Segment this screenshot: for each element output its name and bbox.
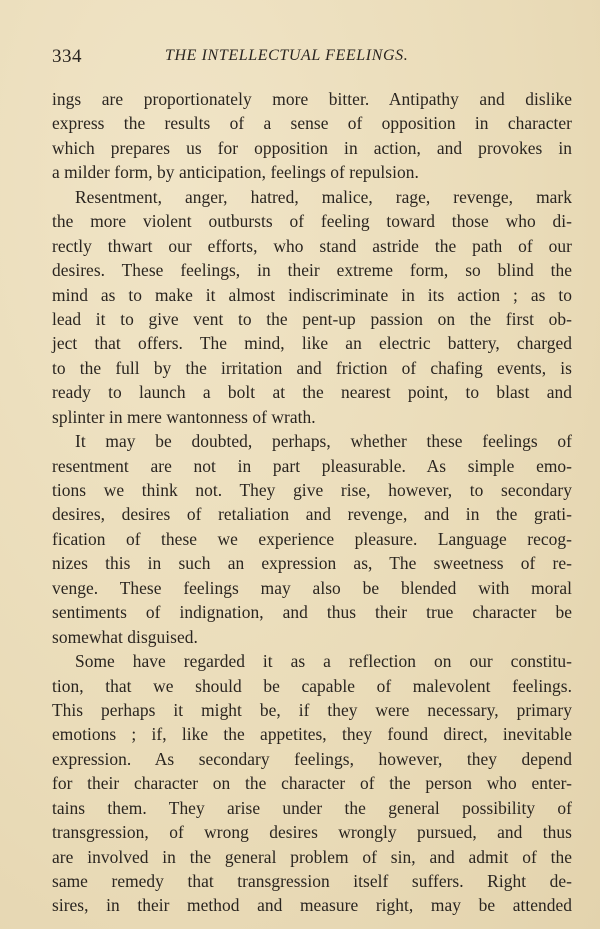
text-line: same remedy that transgression itself suffers. Right de- — [52, 871, 572, 891]
text-line: ject that offers. The mind, like an electric battery, charged — [52, 333, 572, 354]
page-number: 334 — [52, 46, 82, 67]
text-line: a milder form, by anticipation, feelings of repulsion. — [52, 162, 419, 183]
text-line: This perhaps it might be, if they were necessary, primary — [52, 699, 572, 720]
text-line: ings are proportionately more bitter. Antipathy and dislike — [52, 89, 572, 109]
text-line: ready to launch a bolt at the nearest point, to blast and — [52, 382, 572, 403]
text-line: desires, desires of retaliation and revenge, and in the grati- — [52, 504, 572, 525]
text-line: venge. These feelings may also be blended with moral — [52, 577, 572, 598]
text-line: tion, that we should be capable of malevolent feelings. — [52, 675, 572, 696]
text-line: to the full by the irritation and friction of chafing events, is — [52, 357, 572, 378]
text-line: the more violent outbursts of feeling toward those who di- — [52, 211, 572, 232]
text-line: tions we think not. They give rise, however, to secondary — [52, 480, 572, 500]
body-text — [52, 87, 572, 918]
text-line: sires, in their method and measure right, may be attended — [52, 895, 572, 916]
text-line: for their character on the character of the person who enter- — [52, 773, 572, 794]
text-line: Resentment, anger, hatred, malice, rage, revenge, mark — [75, 186, 572, 207]
text-line: express the results of a sense of opposition in character — [52, 113, 572, 134]
text-line: mind as to make it almost indiscriminate in its action ; as to — [52, 284, 572, 305]
text-line: fication of these we experience pleasure. Language recog- — [52, 528, 572, 549]
text-line: transgression, of wrong desires wrongly pursued, and thus — [52, 822, 572, 843]
page-header — [52, 46, 572, 70]
text-line: rectly thwart our efforts, who stand astride the path of our — [52, 235, 572, 256]
text-line: splinter in mere wantonness of wrath. — [52, 406, 316, 427]
text-line: tains them. They arise under the general possibility of — [52, 797, 572, 818]
text-line: expression. As secondary feelings, however, they depend — [52, 748, 572, 769]
text-line: It may be doubted, perhaps, whether these feelings of — [75, 431, 572, 452]
text-line: desires. These feelings, in their extreme form, so blind the — [52, 260, 572, 281]
text-line: nizes this in such an expression as, The sweetness of re- — [52, 553, 572, 574]
text-line: which prepares us for opposition in action, and provokes in — [52, 137, 572, 158]
text-line: are involved in the general problem of sin, and admit of the — [52, 846, 572, 867]
running-head: THE INTELLECTUAL FEELINGS. — [165, 47, 409, 64]
text-line: emotions ; if, like the appetites, they found direct, inevitable — [52, 724, 572, 745]
text-line: somewhat disguised. — [52, 626, 198, 647]
text-line: resentment are not in part pleasurable. As simple emo- — [52, 455, 572, 476]
text-line: sentiments of indignation, and thus their true character be — [52, 602, 572, 623]
text-line: lead it to give vent to the pent-up passion on the first ob- — [52, 308, 572, 329]
text-line: Some have regarded it as a reflection on our constitu- — [75, 651, 572, 672]
